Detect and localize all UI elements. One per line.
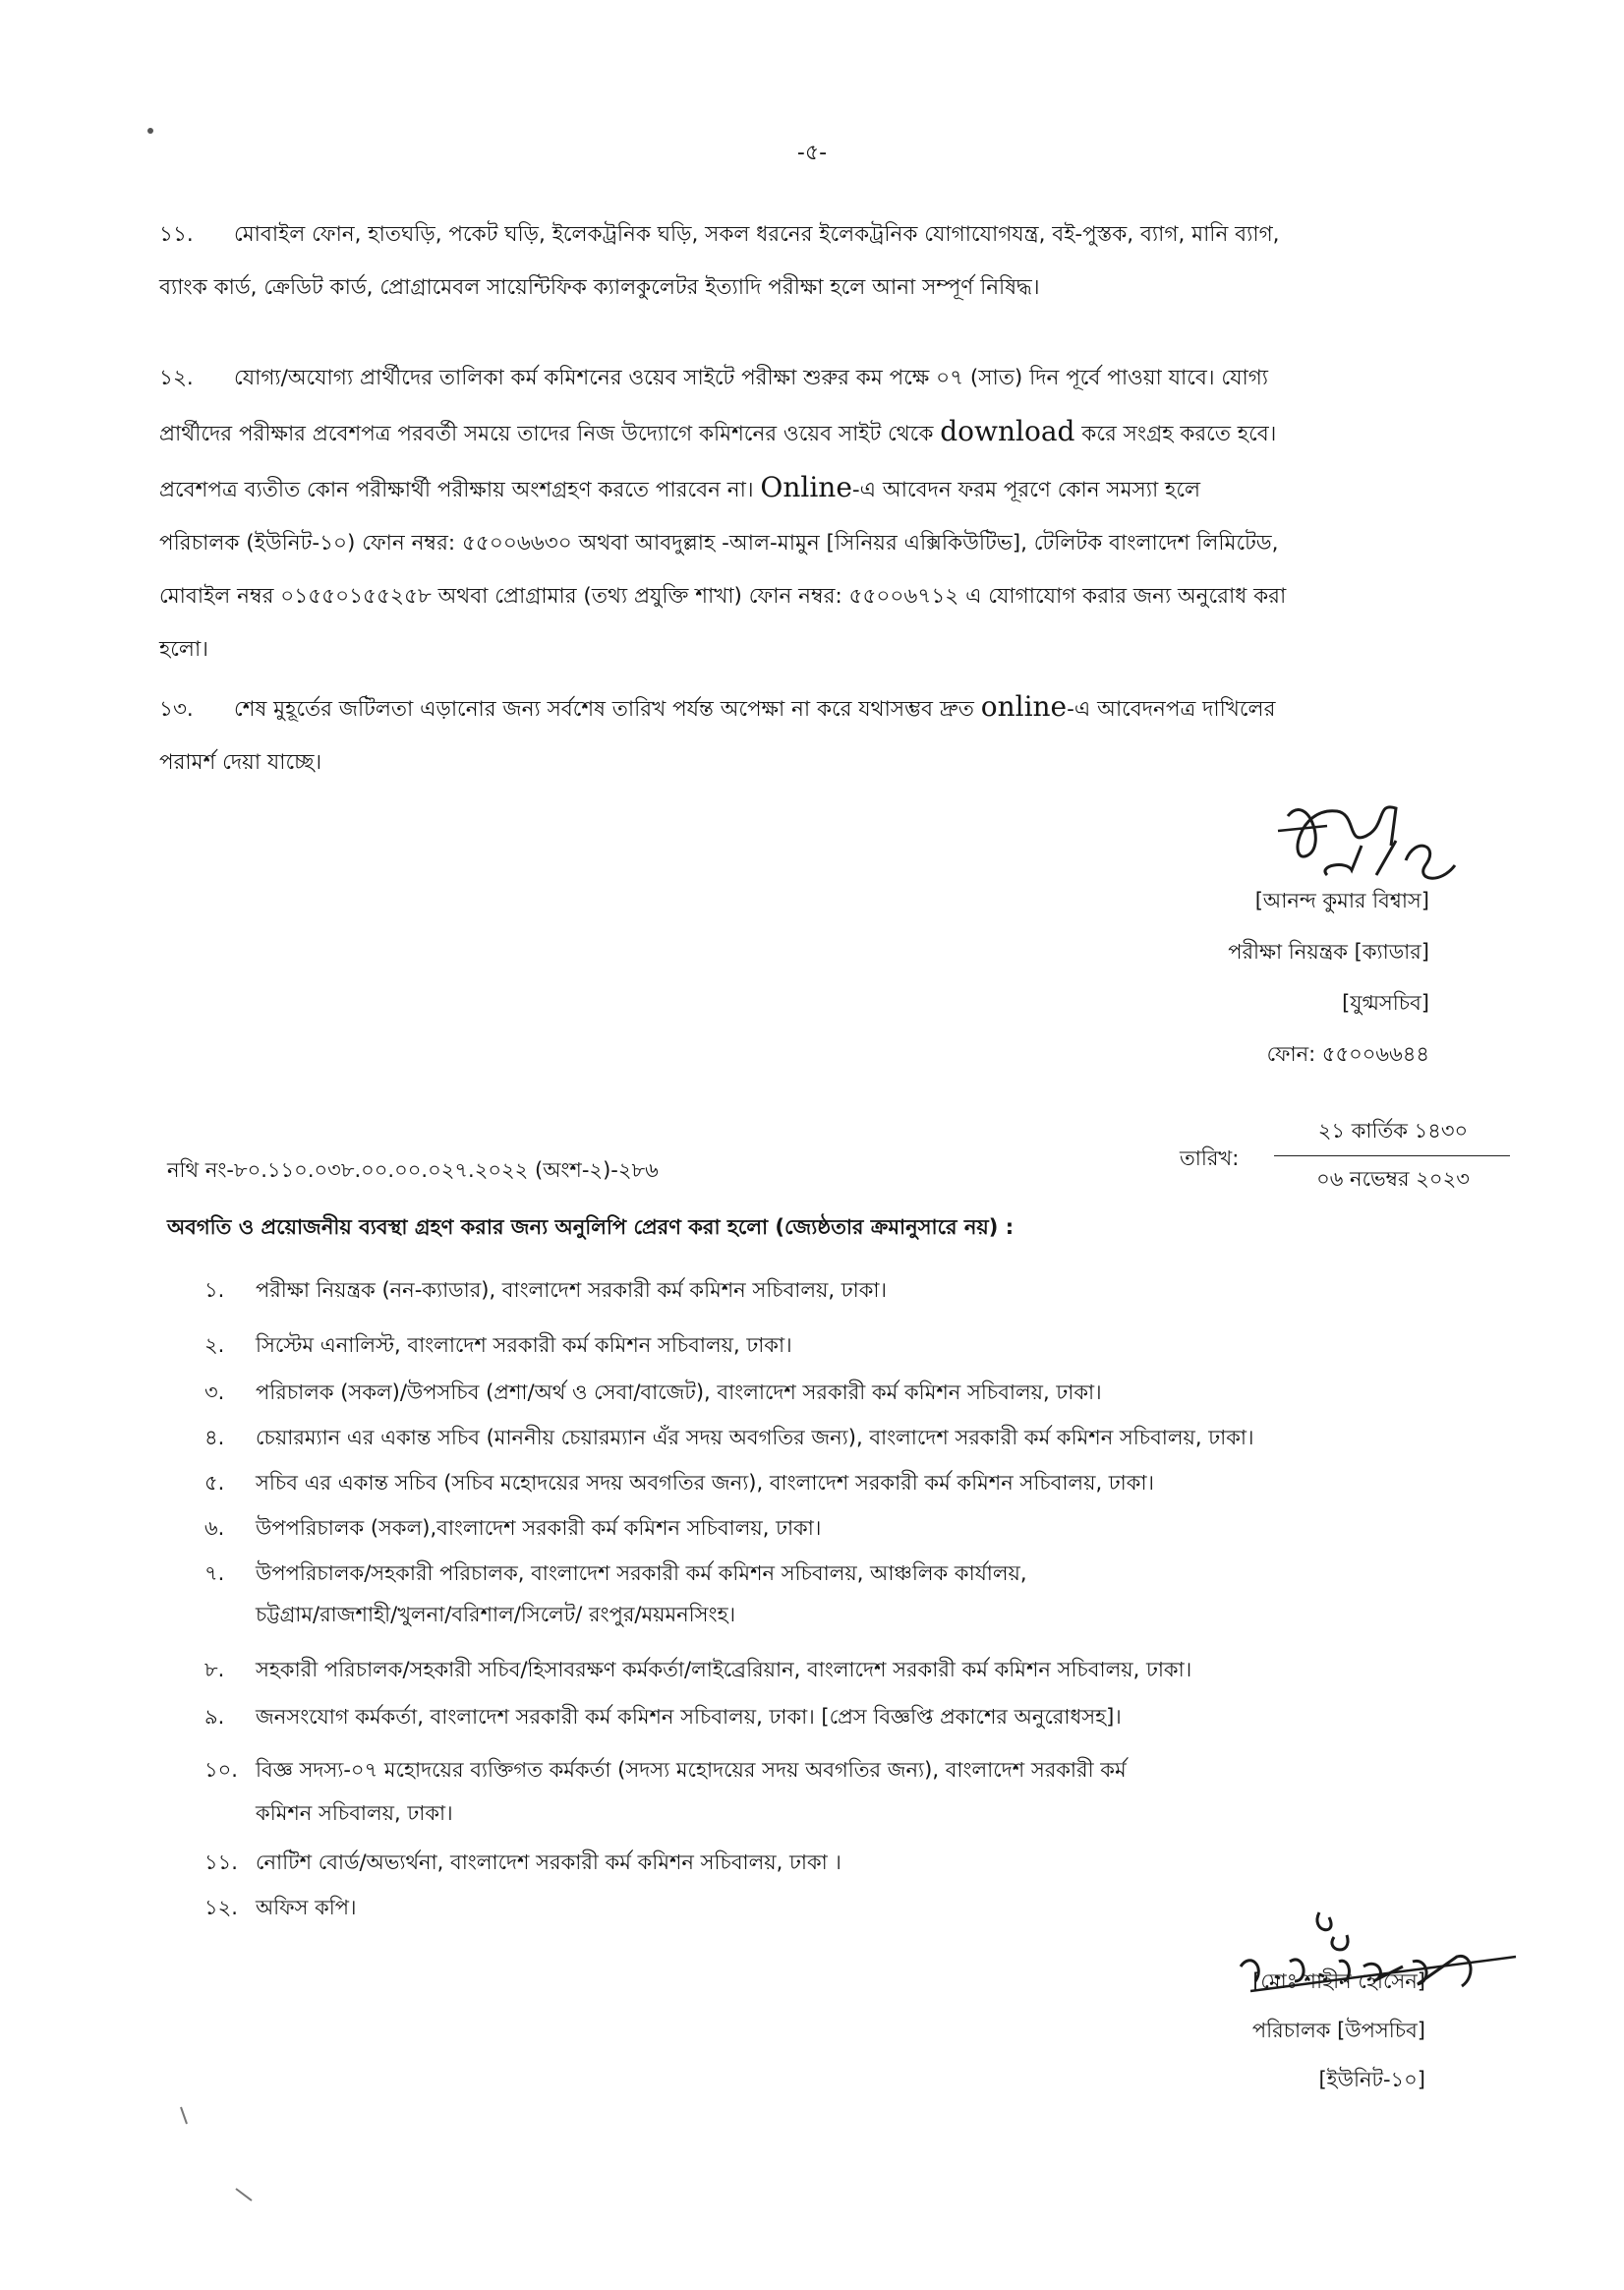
paragraph-line: পরিচালক (ইউনিট-১০) ফোন নম্বর: ৫৫০০৬৬৩০ অথবা আবদুল্লাহ -আল-মামুন [সিনিয়র এক্সিকিউটিভ], টেলিটক বাংলাদেশ লিমিটেড, xyxy=(159,531,1279,556)
paragraph-line: ব্যাংক কার্ড, ক্রেডিট কার্ড, প্রোগ্রামেবল সায়েন্টিফিক ক্যালকুলেটর ইত্যাদি পরীক্ষা হলে আনা সম্পূর্ণ নিষিদ্ধ। xyxy=(159,275,1040,300)
list-item-text: পরীক্ষা নিয়ন্ত্রক (নন-ক্যাডার), বাংলাদেশ সরকারী কর্ম কমিশন সচিবালয়, ঢাকা। xyxy=(256,1278,888,1302)
paragraph-line: মোবাইল ফোন, হাতঘড়ি, পকেট ঘড়ি, ইলেকট্রনিক ঘড়ি, সকল ধরনের ইলেকট্রনিক যোগাযোগযন্ত্র, বই-পুস্তক, ব্যাগ, মানি ব্যাগ, xyxy=(234,222,1280,247)
paragraph-line: শেষ মুহূর্তের জটিলতা এড়ানোর জন্য সর্বশেষ তারিখ পর্যন্ত অপেক্ষা না করে যথাসম্ভব দ্রুত xyxy=(234,697,974,722)
list-item-number: ১১. xyxy=(204,1850,238,1874)
list-item-text: বিজ্ঞ সদস্য-০৭ মহোদয়ের ব্যক্তিগত কর্মকর্তা (সদস্য মহোদয়ের সদয় অবগতির জন্য), বাংলাদেশ সরকারী কর্ম xyxy=(256,1758,1127,1782)
page-number: -৫- xyxy=(796,141,828,165)
paragraph-line: -এ আবেদনপত্র দাখিলের xyxy=(1067,697,1276,722)
signatory-designation: পরিচালক [উপসচিব] xyxy=(1251,2019,1425,2042)
list-item-number: ১. xyxy=(204,1278,225,1302)
online-word: Online xyxy=(760,471,852,503)
date-english: ০৬ নভেম্বর ২০২৩ xyxy=(1316,1167,1470,1191)
paragraph-line: প্রার্থীদের পরীক্ষার প্রবেশপত্র পরবর্তী সময়ে তাদের নিজ উদ্যোগে কমিশনের ওয়েব সাইট থেকে xyxy=(159,422,934,446)
signatory-name: [মোঃ শাহীন হোসেন] xyxy=(1252,1969,1425,1993)
list-item-text: জনসংযোগ কর্মকর্তা, বাংলাদেশ সরকারী কর্ম কমিশন সচিবালয়, ঢাকা। [প্রেস বিজ্ঞপ্তি প্রকাশের অনুরোধসহ]। xyxy=(256,1705,1122,1729)
list-item-number: ৪. xyxy=(204,1426,225,1449)
list-item-text: অফিস কপি। xyxy=(256,1896,357,1919)
paragraph-line: করে সংগ্রহ করতে হবে। xyxy=(1081,422,1277,446)
cc-heading: অবগতি ও প্রয়োজনীয় ব্যবস্থা গ্রহণ করার জন্য অনুলিপি প্রেরণ করা হলো (জ্যেষ্ঠতার ক্রমানুসারে নয়) : xyxy=(167,1215,1015,1239)
list-item-number: ৬. xyxy=(204,1516,225,1540)
memo-number: নথি নং-৮০.১১০.০৩৮.০০.০০.০২৭.২০২২ (অংশ-২)-২৮৬ xyxy=(167,1158,659,1182)
list-item-text: চেয়ারম্যান এর একান্ত সচিব (মাননীয় চেয়ারম্যান এঁর সদয় অবগতির জন্য), বাংলাদেশ সরকারী কর্ম কমিশন সচিবালয়, ঢাকা। xyxy=(256,1426,1254,1449)
paragraph-number: ১৩. xyxy=(159,697,194,722)
signatory-phone: ফোন: ৫৫০০৬৬৪৪ xyxy=(1266,1042,1429,1066)
list-item-number: ৯. xyxy=(204,1705,225,1729)
paragraph-line: মোবাইল নম্বর ০১৫৫০১৫৫২৫৮ অথবা প্রোগ্রামার (তথ্য প্রযুক্তি শাখা) ফোন নম্বর: ৫৫০০৬৭১২ এ যোগাযোগ করার জন্য অনুরোধ করা xyxy=(159,584,1287,609)
list-item-text: সিস্টেম এনালিস্ট, বাংলাদেশ সরকারী কর্ম কমিশন সচিবালয়, ঢাকা। xyxy=(256,1333,792,1357)
paragraph-line: প্রবেশপত্র ব্যতীত কোন পরীক্ষার্থী পরীক্ষায় অংশগ্রহণ করতে পারবেন না। xyxy=(159,478,754,502)
paragraph-line: হলো। xyxy=(159,637,208,662)
signatory-designation: পরীক্ষা নিয়ন্ত্রক [ক্যাডার] xyxy=(1228,940,1429,964)
paragraph-line: যোগ্য/অযোগ্য প্রার্থীদের তালিকা কর্ম কমিশনের ওয়েব সাইটে পরীক্ষা শুরুর কম পক্ষে ০৭ (সাত) দিন পূর্বে পাওয়া যাবে। যোগ্য xyxy=(234,366,1269,390)
download-word: download xyxy=(940,415,1075,447)
paragraph-number: ১১. xyxy=(159,222,194,247)
list-item-number: ৫. xyxy=(204,1471,225,1495)
list-item-text: পরিচালক (সকল)/উপসচিব (প্রশা/অর্থ ও সেবা/বাজেট), বাংলাদেশ সরকারী কর্ম কমিশন সচিবালয়, ঢাকা। xyxy=(256,1380,1102,1404)
list-item-number: ২. xyxy=(204,1333,225,1357)
list-item-text: উপপরিচালক/সহকারী পরিচালক, বাংলাদেশ সরকারী কর্ম কমিশন সচিবালয়, আঞ্চলিক কার্যালয়, xyxy=(256,1561,1027,1585)
list-item-text: চট্টগ্রাম/রাজশাহী/খুলনা/বরিশাল/সিলেট/ রংপুর/ময়মনসিংহ। xyxy=(256,1603,736,1626)
list-item-text: কমিশন সচিবালয়, ঢাকা। xyxy=(256,1801,453,1825)
signatory-name: [আনন্দ কুমার বিশ্বাস] xyxy=(1254,889,1429,912)
signatory-rank: [যুগ্মসচিব] xyxy=(1342,991,1429,1015)
list-item-text: সহকারী পরিচালক/সহকারী সচিব/হিসাবরক্ষণ কর্মকর্তা/লাইব্রেরিয়ান, বাংলাদেশ সরকারী কর্ম কমিশন সচিবালয়, ঢাকা। xyxy=(256,1658,1192,1681)
list-item-number: ৩. xyxy=(204,1380,225,1404)
list-item-number: ১২. xyxy=(204,1896,238,1919)
list-item-text: সচিব এর একান্ত সচিব (সচিব মহোদয়ের সদয় অবগতির জন্য), বাংলাদেশ সরকারী কর্ম কমিশন সচিবালয়, ঢাকা। xyxy=(256,1471,1155,1495)
list-item-text: নোটিশ বোর্ড/অভ্যর্থনা, বাংলাদেশ সরকারী কর্ম কমিশন সচিবালয়, ঢাকা । xyxy=(256,1850,841,1874)
paragraph-line: -এ আবেদন ফরম পূরণে কোন সমস্যা হলে xyxy=(851,478,1200,502)
list-item-number: ৭. xyxy=(204,1561,225,1585)
date-label: তারিখ: xyxy=(1180,1146,1240,1170)
list-item-number: ৮. xyxy=(204,1658,225,1681)
date-bangla: ২১ কার্তিক ১৪৩০ xyxy=(1317,1119,1469,1143)
signatory-unit: [ইউনিট-১০] xyxy=(1318,2068,1425,2091)
paragraph-number: ১২. xyxy=(159,366,194,390)
list-item-number: ১০. xyxy=(204,1758,238,1782)
list-item-text: উপপরিচালক (সকল),বাংলাদেশ সরকারী কর্ম কমিশন সচিবালয়, ঢাকা। xyxy=(256,1516,822,1540)
paragraph-line: পরামর্শ দেয়া যাচ্ছে। xyxy=(159,750,322,775)
online-word: online xyxy=(980,690,1068,723)
